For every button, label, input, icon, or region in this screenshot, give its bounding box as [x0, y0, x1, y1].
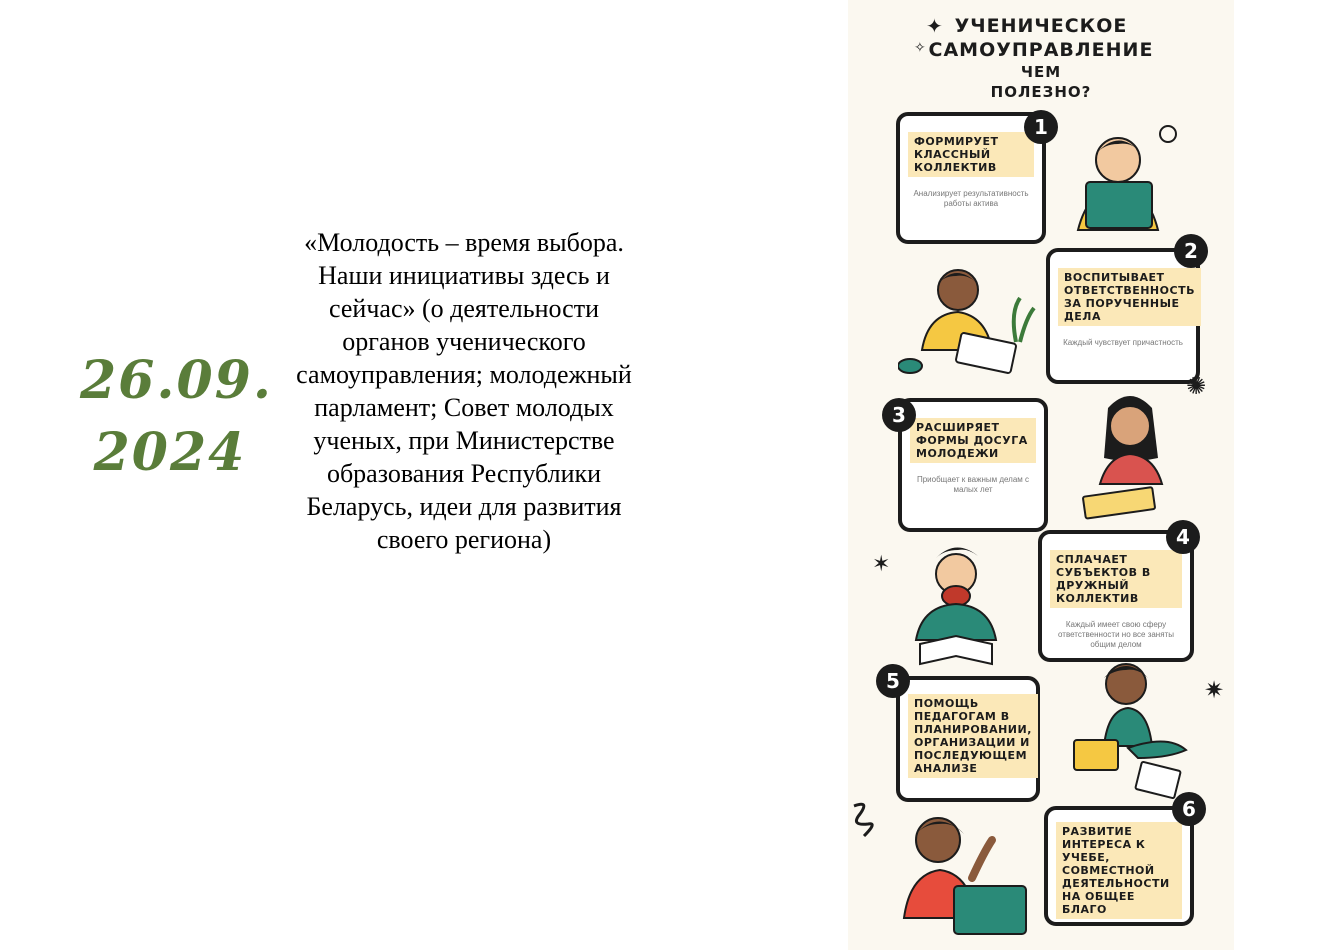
sparkle-icon: ✧	[914, 40, 926, 56]
student-laptop-illustration	[1058, 120, 1188, 240]
card-note: Приобщает к важным делам с малых лет	[916, 475, 1030, 494]
student-thinking-illustration	[1068, 388, 1208, 528]
squiggle-icon	[850, 796, 880, 856]
step-number-5: 5	[876, 664, 910, 698]
sparkle-icon: ✶	[872, 552, 891, 577]
event-description: «Молодость – время выбора. Наши инициативы здесь и сейчас» (о деятельности органов ученического самоуправления; молодежный парламент; Совет молодых ученых, при Министерстве образования Республики Беларусь, идеи для развития своего региона)	[296, 228, 632, 554]
benefit-card-4	[1038, 530, 1194, 662]
student-writing-illustration	[898, 262, 1038, 382]
student-sitting-laptop-illustration	[1068, 654, 1198, 804]
benefit-card-6	[1044, 806, 1194, 926]
benefit-card-1	[896, 112, 1046, 244]
card-heading: РАЗВИТИЕ ИНТЕРЕСА К УЧЕБЕ, СОВМЕСТНОЙ ДЕЯТЕЛЬНОСТИ НА ОБЩЕЕ БЛАГО	[1056, 822, 1182, 919]
student-waving-illustration	[888, 808, 1038, 950]
card-note: Анализирует результативность работы актива	[913, 189, 1029, 208]
self-government-infographic	[848, 0, 1234, 950]
sparkle-icon: ✦	[926, 14, 943, 38]
step-number-3: 3	[882, 398, 916, 432]
step-number-6: 6	[1172, 792, 1206, 826]
sparkle-icon: ✷	[1204, 676, 1225, 704]
card-heading: ВОСПИТЫВАЕТ ОТВЕТСТВЕННОСТЬ ЗА ПОРУЧЕННЫЕ ДЕЛА	[1058, 268, 1201, 326]
card-heading: РАСШИРЯЕТ ФОРМЫ ДОСУГА МОЛОДЕЖИ	[910, 418, 1036, 463]
card-note: Каждый чувствует причастность	[1063, 338, 1183, 347]
step-number-4: 4	[1166, 520, 1200, 554]
step-number-1: 1	[1024, 110, 1058, 144]
card-note: Каждый имеет свою сферу ответственности но все заняты общим делом	[1058, 620, 1174, 649]
sparkle-icon: ✺	[1186, 372, 1207, 400]
date-line-1: 26.09.	[80, 350, 273, 411]
student-reading-illustration	[906, 540, 1036, 670]
benefit-card-5	[896, 676, 1040, 802]
date-line-2: 2024	[93, 422, 247, 483]
benefit-card-3	[898, 398, 1048, 532]
card-heading: СПЛАЧАЕТ СУБЪЕКТОВ В ДРУЖНЫЙ КОЛЛЕКТИВ	[1050, 550, 1182, 608]
infographic-title: УЧЕНИЧЕСКОЕ САМОУПРАВЛЕНИЕ ЧЕМ ПОЛЕЗНО?	[928, 15, 1154, 101]
benefit-card-2	[1046, 248, 1200, 384]
date-label	[80, 345, 273, 489]
card-heading: ПОМОЩЬ ПЕДАГОГАМ В ПЛАНИРОВАНИИ, ОРГАНИЗАЦИИ И ПОСЛЕДУЮЩЕМ АНАЛИЗЕ	[908, 694, 1038, 778]
step-number-2: 2	[1174, 234, 1208, 268]
card-heading: ФОРМИРУЕТ КЛАССНЫЙ КОЛЛЕКТИВ	[908, 132, 1034, 177]
